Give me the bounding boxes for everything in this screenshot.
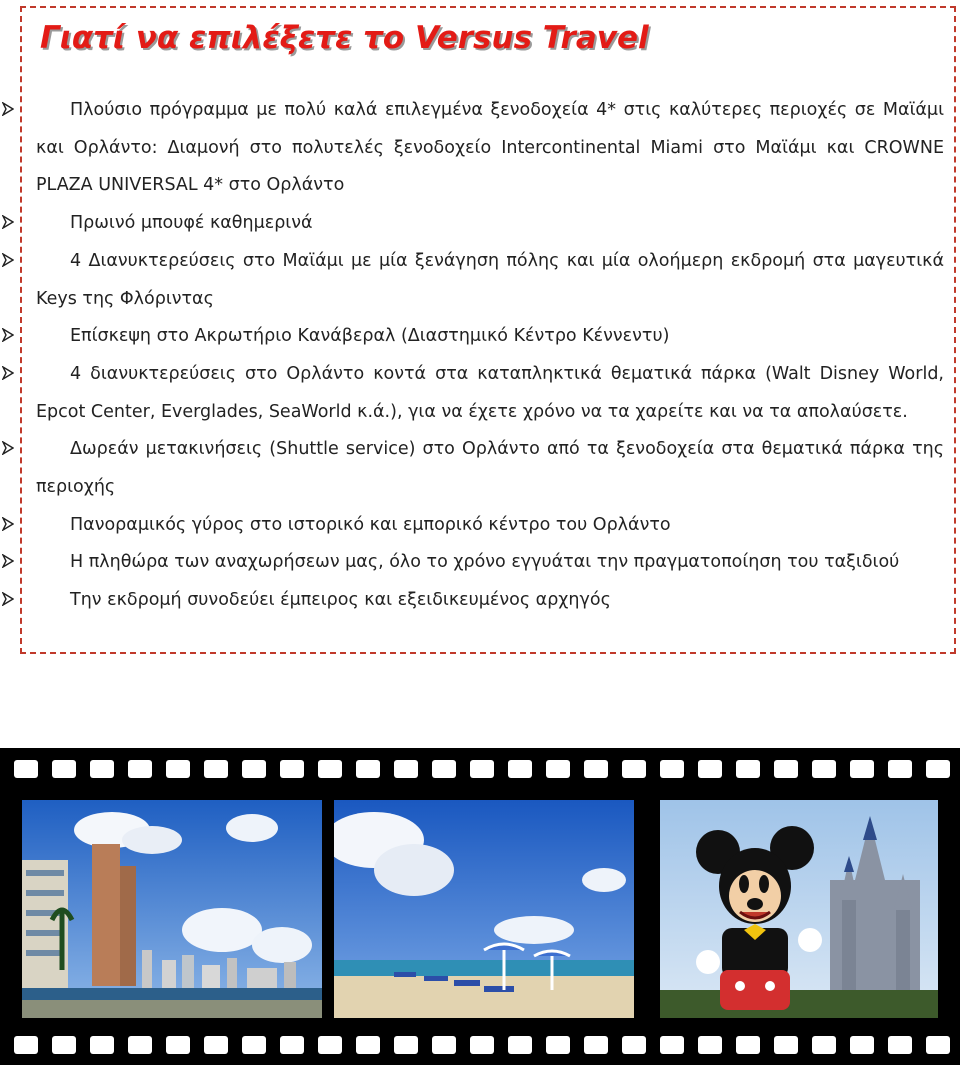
film-hole xyxy=(660,1036,684,1054)
list-item-text: 4 διανυκτερεύσεις στο Ορλάντο κοντά στα καταπληκτικά θεματικά πάρκα (Walt Disney World, Epcot Center, Everglades, SeaWorld κ.ά.), για να έχετε χρόνο να τα χαρείτε και να τα απολαύσετε. xyxy=(36,363,944,422)
film-hole xyxy=(204,1036,228,1054)
film-hole xyxy=(736,760,760,778)
film-hole xyxy=(736,1036,760,1054)
film-hole xyxy=(508,760,532,778)
list-item-text: Επίσκεψη στο Ακρωτήριο Κανάβεραλ (Διαστημικό Κέντρο Κέννεντυ) xyxy=(70,326,670,347)
film-hole xyxy=(280,1036,304,1054)
photo-mickey-castle xyxy=(660,800,938,1018)
film-hole xyxy=(90,760,114,778)
arrowhead-bullet-icon xyxy=(2,582,14,620)
photo-miami-skyline xyxy=(22,800,322,1018)
film-hole xyxy=(698,760,722,778)
film-hole xyxy=(622,1036,646,1054)
film-hole xyxy=(356,760,380,778)
film-hole xyxy=(926,760,950,778)
film-hole xyxy=(622,760,646,778)
film-hole xyxy=(166,1036,190,1054)
list-item-text: Πρωινό μπουφέ καθημερινά xyxy=(70,213,313,234)
list-item xyxy=(36,582,944,620)
list-item xyxy=(36,507,944,545)
film-hole xyxy=(128,760,152,778)
film-hole xyxy=(812,1036,836,1054)
list-item-text: 4 Διανυκτερεύσεις στο Μαϊάμι με μία ξενάγηση πόλης και μία ολοήμερη εκδρομή στα μαγευτικά Keys της Φλόριντας xyxy=(36,250,944,309)
arrowhead-bullet-icon xyxy=(2,507,14,545)
film-hole xyxy=(432,1036,456,1054)
content-box xyxy=(20,6,956,654)
film-hole xyxy=(774,760,798,778)
photo-miami-beach xyxy=(334,800,634,1018)
page-title: Γιατί να επιλέξετε το Versus Travel xyxy=(40,20,649,56)
list-item-text: Η πληθώρα των αναχωρήσεων μας, όλο το χρόνο εγγυάται την πραγματοποίηση του ταξιδιού xyxy=(70,552,900,573)
film-hole xyxy=(52,1036,76,1054)
list-item xyxy=(36,356,944,431)
arrowhead-bullet-icon xyxy=(2,205,14,243)
film-hole xyxy=(774,1036,798,1054)
film-hole xyxy=(850,760,874,778)
film-hole xyxy=(470,1036,494,1054)
arrowhead-bullet-icon xyxy=(2,431,14,469)
list-item-text: Την εκδρομή συνοδεύει έμπειρος και εξειδικευμένος αρχηγός xyxy=(70,590,611,611)
list-item xyxy=(36,431,944,506)
list-item-text: Πλούσιο πρόγραμμα με πολύ καλά επιλεγμένα ξενοδοχεία 4* στις καλύτερες περιοχές σε Μαϊάμι και Ορλάντο: Διαμονή στο πολυτελές ξενοδοχείο Intercontinental Miami στο Μαϊάμι και CROWNE PLAZA UNIVERSAL 4* στο Ορλάντο xyxy=(36,100,944,196)
film-hole xyxy=(242,760,266,778)
arrowhead-bullet-icon xyxy=(2,356,14,394)
film-strip xyxy=(0,748,960,1065)
film-perforations-bottom xyxy=(0,1030,960,1062)
film-perforations-top xyxy=(0,754,960,786)
film-hole xyxy=(394,760,418,778)
film-hole xyxy=(432,760,456,778)
film-hole xyxy=(850,1036,874,1054)
list-item xyxy=(36,318,944,356)
film-hole xyxy=(166,760,190,778)
film-hole xyxy=(318,760,342,778)
film-hole xyxy=(14,760,38,778)
film-hole xyxy=(584,1036,608,1054)
film-hole xyxy=(546,760,570,778)
film-hole xyxy=(812,760,836,778)
film-hole xyxy=(888,1036,912,1054)
feature-list xyxy=(36,92,944,620)
list-item-text: Δωρεάν μετακινήσεις (Shuttle service) στο Ορλάντο από τα ξενοδοχεία στα θεματικά πάρκα της περιοχής xyxy=(36,439,944,498)
film-hole xyxy=(14,1036,38,1054)
list-item-text: Πανοραμικός γύρος στο ιστορικό και εμπορικό κέντρο του Ορλάντο xyxy=(70,514,671,535)
film-hole xyxy=(508,1036,532,1054)
film-hole xyxy=(584,760,608,778)
film-hole xyxy=(356,1036,380,1054)
arrowhead-bullet-icon xyxy=(2,318,14,356)
list-item xyxy=(36,92,944,205)
list-item xyxy=(36,205,944,243)
film-hole xyxy=(90,1036,114,1054)
film-hole xyxy=(318,1036,342,1054)
film-hole xyxy=(394,1036,418,1054)
film-hole xyxy=(52,760,76,778)
film-hole xyxy=(280,760,304,778)
film-hole xyxy=(242,1036,266,1054)
arrowhead-bullet-icon xyxy=(2,544,14,582)
film-hole xyxy=(660,760,684,778)
list-item xyxy=(36,243,944,318)
arrowhead-bullet-icon xyxy=(2,92,14,130)
film-hole xyxy=(698,1036,722,1054)
arrowhead-bullet-icon xyxy=(2,243,14,281)
film-hole xyxy=(128,1036,152,1054)
film-hole xyxy=(204,760,228,778)
film-hole xyxy=(888,760,912,778)
list-item xyxy=(36,544,944,582)
film-hole xyxy=(546,1036,570,1054)
film-hole xyxy=(470,760,494,778)
film-hole xyxy=(926,1036,950,1054)
